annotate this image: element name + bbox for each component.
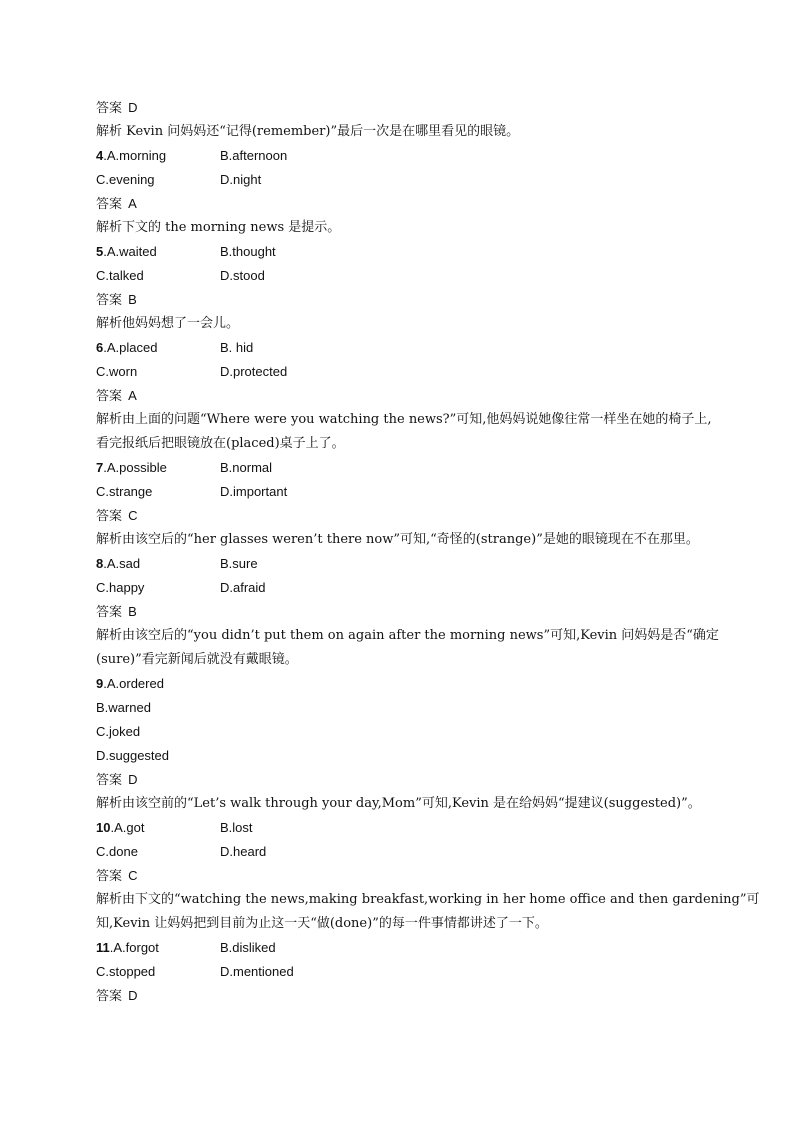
explanation-line: (sure)”看完新闻后就没有戴眼镜。 [96, 652, 298, 667]
answer-label: 答案 [96, 101, 123, 116]
option-a [96, 456, 220, 480]
option: C.joked [96, 724, 141, 739]
explanation-line: 解析 Kevin 问妈妈还“记得(remember)”最后一次是在哪里看见的眼镜。 [96, 124, 520, 139]
options-row [96, 168, 706, 192]
answer-value: A [128, 388, 137, 403]
option-b: D.mentioned [220, 964, 294, 979]
option-a [96, 168, 220, 192]
option-a-text: .A.waited [103, 244, 157, 259]
options-row [96, 336, 706, 360]
explanation-line: 解析由该空后的“her glasses weren’t there now”可知,“奇怪的(strange)”是她的眼镜现在不在那里。 [96, 532, 699, 547]
option-a-text: .A.got [110, 820, 145, 835]
explanation-line: 解析由上面的问题“Where were you watching the news?”可知,他妈妈说她像往常一样坐在她的椅子上, [96, 412, 712, 427]
option-a [96, 840, 220, 864]
option-b: B.disliked [220, 940, 276, 955]
options-row [96, 960, 706, 984]
options-row [96, 456, 706, 480]
answer-line [96, 192, 706, 216]
question-number: 7 [96, 460, 104, 475]
option-b: D.stood [220, 268, 265, 283]
option-line [96, 696, 706, 720]
option-a [96, 336, 220, 360]
option-a-text: .A.forgot [109, 940, 159, 955]
option-a-text: C.happy [96, 580, 145, 595]
answer-value: D [128, 772, 138, 787]
answer-value: A [128, 196, 137, 211]
options-row [96, 672, 706, 696]
answer-line [96, 984, 706, 1008]
question-number: 9 [96, 676, 104, 691]
answer-label: 答案 [96, 869, 123, 884]
answer-line [96, 864, 706, 888]
options-row [96, 264, 706, 288]
answer-label: 答案 [96, 989, 123, 1004]
options-row [96, 576, 706, 600]
option-line [96, 720, 706, 744]
option-a-text: C.talked [96, 268, 144, 283]
options-row [96, 144, 706, 168]
answer-line [96, 768, 706, 792]
option-a-text: C.done [96, 844, 138, 859]
option-b: D.night [220, 172, 262, 187]
explanation-line: 解析下文的 the morning news 是提示。 [96, 220, 341, 235]
explanation-line: 知,Kevin 让妈妈把到目前为止这一天“做(done)”的每一件事情都讲述了一下。 [96, 916, 548, 931]
options-row [96, 240, 706, 264]
option-b: B.thought [220, 244, 276, 259]
answer-value: C [128, 508, 138, 523]
option-a [96, 552, 220, 576]
option-b: B.normal [220, 460, 273, 475]
option: B.warned [96, 700, 151, 715]
option-b: D.heard [220, 844, 267, 859]
answer-value: B [128, 292, 137, 307]
option-a [96, 960, 220, 984]
option-b: D.important [220, 484, 288, 499]
answer-line [96, 384, 706, 408]
option-b: D.protected [220, 364, 288, 379]
option: D.suggested [96, 748, 169, 763]
option-line [96, 744, 706, 768]
option-a-text: .A.placed [103, 340, 158, 355]
answer-label: 答案 [96, 605, 123, 620]
explanation-line: 看完报纸后把眼镜放在(placed)桌子上了。 [96, 436, 345, 451]
option-a [96, 672, 220, 696]
option-a [96, 360, 220, 384]
option-b: B. hid [220, 340, 254, 355]
question-number: 5 [96, 244, 104, 259]
options-row [96, 936, 706, 960]
answer-line [96, 96, 706, 120]
option-a-text: C.worn [96, 364, 138, 379]
option-b: B.sure [220, 556, 258, 571]
document-page [96, 96, 760, 1008]
option-a-text: .A.morning [103, 148, 167, 163]
answer-value: C [128, 868, 138, 883]
explanation-line: 解析由该空后的“you didn’t put them on again after the morning news”可知,Kevin 问妈妈是否“确定 [96, 628, 719, 643]
options-row [96, 552, 706, 576]
option-a-text: .A.ordered [103, 676, 164, 691]
option-b: D.afraid [220, 580, 266, 595]
option-a-text: C.stopped [96, 964, 156, 979]
option-a [96, 480, 220, 504]
answer-value: D [128, 988, 138, 1003]
options-row [96, 816, 706, 840]
answer-label: 答案 [96, 509, 123, 524]
option-a-text: .A.possible [103, 460, 167, 475]
answer-value: D [128, 100, 138, 115]
question-number: 6 [96, 340, 104, 355]
option-a [96, 576, 220, 600]
question-number: 10 [96, 820, 111, 835]
option-a [96, 264, 220, 288]
question-number: 11 [96, 940, 110, 955]
answer-line [96, 288, 706, 312]
explanation-line: 解析他妈妈想了一会儿。 [96, 316, 240, 331]
options-row [96, 360, 706, 384]
option-b: B.lost [220, 820, 253, 835]
options-row [96, 480, 706, 504]
explanation-line: 解析由下文的“watching the news,making breakfast,working in her home office and then gardening”可 [96, 892, 760, 907]
answer-value: B [128, 604, 137, 619]
option-a-text: C.evening [96, 172, 155, 187]
answer-label: 答案 [96, 773, 123, 788]
option-b: B.afternoon [220, 148, 288, 163]
answer-line [96, 600, 706, 624]
option-a-text: .A.sad [103, 556, 141, 571]
question-number: 8 [96, 556, 104, 571]
option-a [96, 816, 220, 840]
answer-label: 答案 [96, 389, 123, 404]
question-number: 4 [96, 148, 104, 163]
answer-label: 答案 [96, 197, 123, 212]
option-a [96, 144, 220, 168]
answer-label: 答案 [96, 293, 123, 308]
option-a-text: C.strange [96, 484, 153, 499]
options-row [96, 840, 706, 864]
explanation-line: 解析由该空前的“Let’s walk through your day,Mom”可知,Kevin 是在给妈妈“提建议(suggested)”。 [96, 796, 701, 811]
option-a [96, 240, 220, 264]
answer-line [96, 504, 706, 528]
option-a [96, 936, 220, 960]
